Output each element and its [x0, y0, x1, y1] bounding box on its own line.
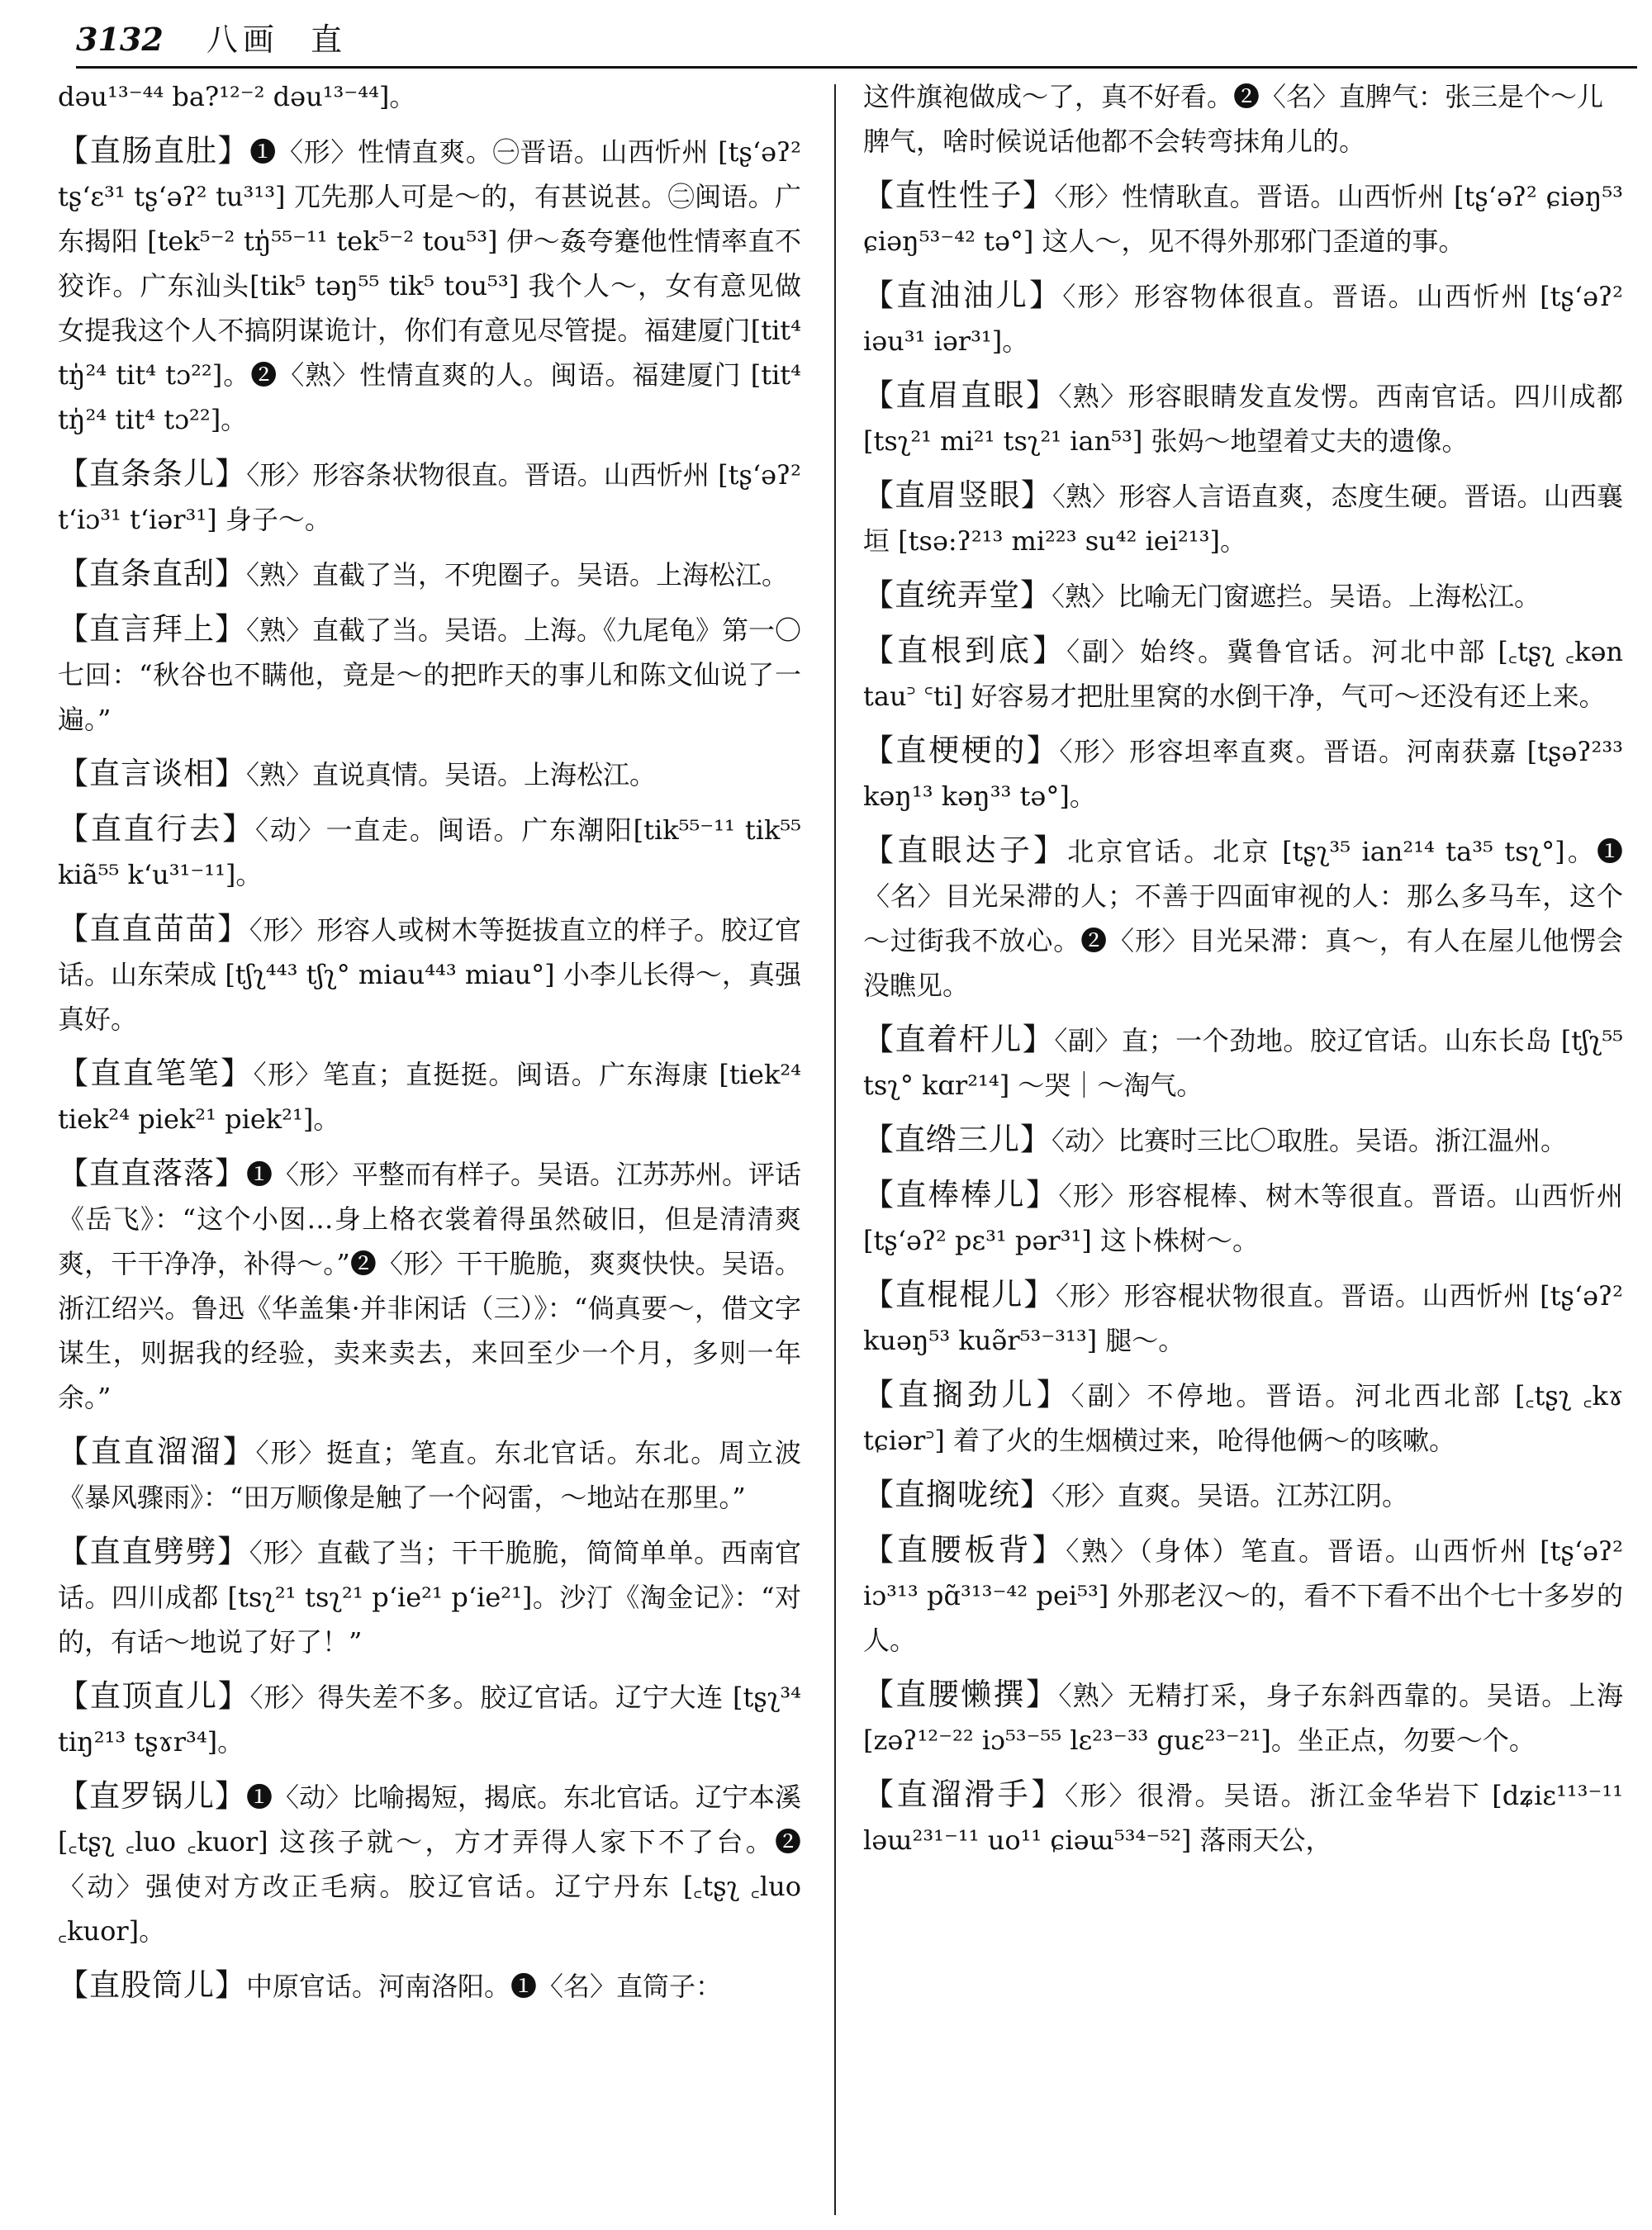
- header-rule: [76, 66, 1637, 69]
- dictionary-entry: [863, 1528, 1623, 1663]
- column-divider: [834, 84, 836, 2215]
- dictionary-entry: [58, 1963, 801, 2009]
- entry-definition: 〈熟〉无精打采，身子东斜西靠的。吴语。上海 [zəʔ¹²⁻²² iɔ⁵³⁻⁵⁵ lɛ²³⁻³³ guɛ²³⁻²¹]。坐正点，勿要～个。: [863, 1680, 1623, 1756]
- entry-headword: 【直眉直眼】: [863, 377, 1059, 413]
- entry-definition: ❶〈动〉比喻揭短，揭底。东北官话。辽宁本溪 [꜀tʂʅ ꜀luo ꜀kuor] 这孩子就～，方才弄得人家下不了台。❷〈动〉强使对方改正毛病。胶辽官话。辽宁丹东 [꜀tʂʅ ꜀luo ꜀kuor]。: [58, 1782, 802, 1947]
- page-number: 3132: [76, 21, 164, 58]
- dictionary-entry: [58, 1674, 801, 1764]
- entry-headword: 【直腰懒撰】: [863, 1677, 1059, 1712]
- entry-definition: 〈形〉直爽。吴语。江苏江阴。: [1051, 1480, 1409, 1511]
- continued-fragment: dəu¹³⁻⁴⁴ ba?¹²⁻² dəu¹³⁻⁴⁴]。: [58, 81, 416, 112]
- entry-definition: 〈形〉形容物体很直。晋语。山西忻州 [tʂʻəʔ² iəu³¹ iər³¹]。: [863, 281, 1623, 357]
- entry-headword: 【直直落落】: [58, 1155, 246, 1191]
- entry-definition: 〈形〉形容人或树木等挺拔直立的样子。胶辽官话。山东荣成 [tʃʅ⁴⁴³ tʃʅ° miau⁴⁴³ miau°] 小李儿长得～，真强真好。: [58, 914, 802, 1035]
- entry-headword: 【直直溜溜】: [58, 1434, 256, 1469]
- page-header: [76, 18, 1629, 61]
- dictionary-entry: [863, 728, 1623, 818]
- dictionary-entry: [863, 273, 1623, 363]
- dictionary-entry: [58, 552, 801, 597]
- dictionary-entry: [863, 1018, 1623, 1108]
- dictionary-entry: [863, 1117, 1623, 1163]
- entry-headword: 【直绺三儿】: [863, 1122, 1051, 1157]
- entry-definition: 〈熟〉形容眼睛发直发愣。西南官话。四川成都[tsʅ²¹ mi²¹ tsʅ²¹ ian⁵³] 张妈～地望着丈夫的遗像。: [863, 381, 1623, 457]
- dictionary-entry: [863, 1672, 1623, 1763]
- entry-headword: 【直眼达子】: [863, 833, 1068, 868]
- entry-definition: 〈形〉性情耿直。晋语。山西忻州 [tʂʻəʔ² ɕiəŋ⁵³ ɕiəŋ⁵³⁻⁴² tə°] 这人～，见不得外那邪门歪道的事。: [863, 181, 1623, 257]
- entry-headword: 【直着杆儿】: [863, 1022, 1055, 1057]
- dictionary-entry: [58, 1774, 801, 1953]
- entry-headword: 【直直行去】: [58, 811, 255, 847]
- entry-definition: 〈动〉比赛时三比〇取胜。吴语。浙江温州。: [1051, 1125, 1568, 1156]
- dictionary-entry: [58, 752, 801, 797]
- entry-headword: 【直眉竖眼】: [863, 477, 1052, 513]
- entry-definition: 北京官话。北京 [tʂʅ³⁵ ian²¹⁴ ta³⁵ tsʅ°]。❶〈名〉目光呆滞的人；不善于四面审视的人：那么多马车，这个～过街我不放心。❷〈形〉目光呆滞：真～，有人在屋儿他愣会没瞧见。: [863, 836, 1623, 1001]
- entry-definition: 中原官话。河南洛阳。❶〈名〉直筒子：: [246, 1971, 723, 2002]
- entry-definition: 〈形〉笔直；直挺挺。闽语。广东海康 [tiek²⁴ tiek²⁴ piek²¹ piek²¹]。: [58, 1059, 801, 1135]
- entry-headword: 【直棒棒儿】: [863, 1177, 1059, 1212]
- dictionary-entry: [58, 607, 801, 742]
- dictionary-entry: [863, 629, 1623, 719]
- entry-headword: 【直言谈相】: [58, 756, 246, 791]
- dictionary-entry: [863, 828, 1623, 1008]
- entry-definition: 〈熟〉形容人言语直爽，态度生硬。晋语。山西襄垣 [tsə:ʔ²¹³ mi²²³ su⁴² iei²¹³]。: [863, 481, 1623, 557]
- entry-definition: 〈熟〉直截了当。吴语。上海。《九尾龟》第一〇七回：“秋谷也不瞒他，竟是～的把昨天的事儿和陈文仙说了一遍。”: [58, 614, 802, 735]
- entry-definition: 〈形〉形容坦率直爽。晋语。河南获嘉 [tʂəʔ²³³ kəŋ¹³ kəŋ³³ tə°]。: [863, 736, 1623, 812]
- entry-headword: 【直罗锅儿】: [58, 1778, 246, 1814]
- entry-headword: 【直直笔笔】: [58, 1056, 254, 1091]
- dictionary-entry: [863, 473, 1623, 563]
- dictionary-entry: [863, 1173, 1623, 1263]
- dictionary-entry: [58, 1151, 801, 1420]
- dictionary-entry: [863, 573, 1623, 619]
- entry-headword: 【直直苗苗】: [58, 911, 249, 947]
- entry-definition: 〈副〉直；一个劲地。胶辽官话。山东长岛 [tʃʅ⁵⁵ tsʅ° kɑr²¹⁴] ～哭｜～淘气。: [863, 1025, 1623, 1101]
- dictionary-entry: [58, 1051, 801, 1141]
- entry-headword: 【直油油儿】: [863, 278, 1063, 313]
- entry-definition: 〈形〉很滑。吴语。浙江金华岩下 [dʑiɛ¹¹³⁻¹¹ ləɯ²³¹⁻¹¹ uo¹¹ ɕiəɯ⁵³⁴⁻⁵²] 落雨天公，: [863, 1780, 1623, 1856]
- entry-definition: 〈动〉一直走。闽语。广东潮阳[tik⁵⁵⁻¹¹ tik⁵⁵ kiã⁵⁵ kʻu³¹⁻¹¹]。: [58, 814, 801, 890]
- entry-headword: 【直梗梗的】: [863, 733, 1060, 768]
- entry-definition: ❶〈形〉性情直爽。㊀晋语。山西忻州 [tʂʻəʔ² tʂʻɛ³¹ tʂʻəʔ² tu³¹³] 兀先那人可是～的，有甚说甚。㊁闽语。广东揭阳 [tek⁵⁻² tŋ̍⁵⁵⁻¹¹ tek⁵⁻² tou⁵³] 伊～姦夸蹇他性情率直不狡诈。广东汕头[tik⁵ təŋ⁵⁵ tik⁵ tou⁵³] 我个人～，女有意见做女提我这个人不搞阴谋诡计，你们有意见尽管提。福建厦门[tit⁴ tŋ̍²⁴ tit⁴ tɔ²²]。❷〈熟〉性情直爽的人。闽语。福建厦门 [tit⁴ tŋ̍²⁴ tit⁴ tɔ²²]。: [58, 136, 801, 435]
- dictionary-entry: [58, 1530, 801, 1664]
- entry-definition: 〈副〉不停地。晋语。河北西北部 [꜀tʂʅ ꜀kɤ tɕiər꜄] 着了火的生烟横过来，呛得他俩～的咳嗽。: [863, 1380, 1623, 1456]
- entry-definition: 〈熟〉比喻无门窗遮拦。吴语。上海松江。: [1051, 581, 1541, 612]
- right-column: [863, 74, 1623, 1872]
- dictionary-entry: [863, 1273, 1623, 1363]
- dictionary-entry: [863, 1473, 1623, 1518]
- entry-definition: 〈熟〉（身体）笔直。晋语。山西忻州 [tʂʻəʔ² iɔ³¹³ pɑ̃³¹³⁻⁴² pei⁵³] 外那老汉～的，看不下看不出个七十多岁的人。: [863, 1535, 1623, 1656]
- continued-fragment: 这件旗袍做成～了，真不好看。❷〈名〉直脾气：张三是个～儿脾气，啥时候说话他都不会转弯抹角儿的。: [863, 81, 1604, 157]
- entry-headword: 【直搁咙统】: [863, 1477, 1051, 1512]
- dictionary-entry: [58, 807, 801, 897]
- dictionary-entry: [863, 173, 1623, 263]
- entry-headword: 【直直劈劈】: [58, 1534, 249, 1569]
- entry-headword: 【直股筒儿】: [58, 1967, 246, 2003]
- entry-headword: 【直根到底】: [863, 633, 1067, 668]
- entry-definition: 〈形〉形容棍状物很直。晋语。山西忻州 [tʂʻəʔ² kuəŋ⁵³ kuə̃r⁵³⁻³¹³] 腿～。: [863, 1280, 1623, 1356]
- entry-definition: 〈副〉始终。冀鲁官话。河北中部 [꜀tʂʅ ꜀kən tau꜄ ꜂ti] 好容易才把肚里窝的水倒干净，气可～还没有还上来。: [863, 636, 1623, 712]
- dictionary-entry: [58, 1430, 801, 1520]
- entry-headword: 【直肠直肚】: [58, 133, 250, 168]
- entry-headword: 【直溜滑手】: [863, 1777, 1066, 1812]
- entry-definition: ❶〈形〉平整而有样子。吴语。江苏苏州。评话《岳飞》：“这个小囡…身上格衣裳着得虽然破旧，但是清清爽爽，干干净净，补得～。”❷〈形〉干干脆脆，爽爽快快。吴语。浙江绍兴。鲁迅《华盖集·并非闲话（三）》：“倘真要～，借文字谋生，则据我的经验，卖来卖去，来回至少一个月，多则一年余。”: [58, 1159, 802, 1413]
- dictionary-entry: [58, 129, 801, 442]
- dictionary-entry: [58, 907, 801, 1041]
- entry-headword: 【直统弄堂】: [863, 577, 1051, 613]
- dictionary-entry: [863, 1772, 1623, 1862]
- entry-headword: 【直言拜上】: [58, 611, 246, 647]
- entry-headword: 【直条直刮】: [58, 556, 246, 591]
- entry-headword: 【直搁劲儿】: [863, 1377, 1071, 1412]
- dictionary-entry: [863, 1373, 1623, 1463]
- entry-definition: 〈形〉挺直；笔直。东北官话。东北。周立波《暴风骤雨》：“田万顺像是触了一个闷雷，～地站在那里。”: [58, 1437, 802, 1513]
- entry-headword: 【直性性子】: [863, 178, 1055, 213]
- entry-headword: 【直腰板背】: [863, 1532, 1066, 1568]
- entry-definition: 〈形〉形容棍棒、树木等很直。晋语。山西忻州 [tʂʻəʔ² pɛ³¹ pər³¹] 这卜株树～。: [863, 1180, 1623, 1256]
- entry-definition: 〈熟〉直说真情。吴语。上海松江。: [246, 759, 657, 790]
- dictionary-entry: [58, 452, 801, 542]
- entry-headword: 【直顶直儿】: [58, 1678, 250, 1714]
- entry-definition: 〈形〉直截了当；干干脆脆，简简单单。西南官话。四川成都 [tsʅ²¹ tsʅ²¹ pʻie²¹ pʻie²¹]。沙汀《淘金记》：“对的，有话～地说了好了！”: [58, 1537, 802, 1658]
- dictionary-entry: [863, 373, 1623, 463]
- entry-headword: 【直条条儿】: [58, 456, 247, 491]
- entry-definition: 〈形〉形容条状物很直。晋语。山西忻州 [tʂʻəʔ² tʻiɔ³¹ tʻiər³¹] 身子～。: [58, 459, 801, 535]
- entry-definition: 〈形〉得失差不多。胶辽官话。辽宁大连 [tʂʅ³⁴ tiŋ²¹³ tʂɤr³⁴]。: [58, 1682, 801, 1758]
- entry-definition: 〈熟〉直截了当，不兜圈子。吴语。上海松江。: [246, 559, 789, 591]
- section-char: 直: [310, 21, 342, 58]
- section-label: 八画: [206, 21, 279, 58]
- left-column: [58, 74, 801, 2019]
- entry-headword: 【直棍棍儿】: [863, 1277, 1056, 1312]
